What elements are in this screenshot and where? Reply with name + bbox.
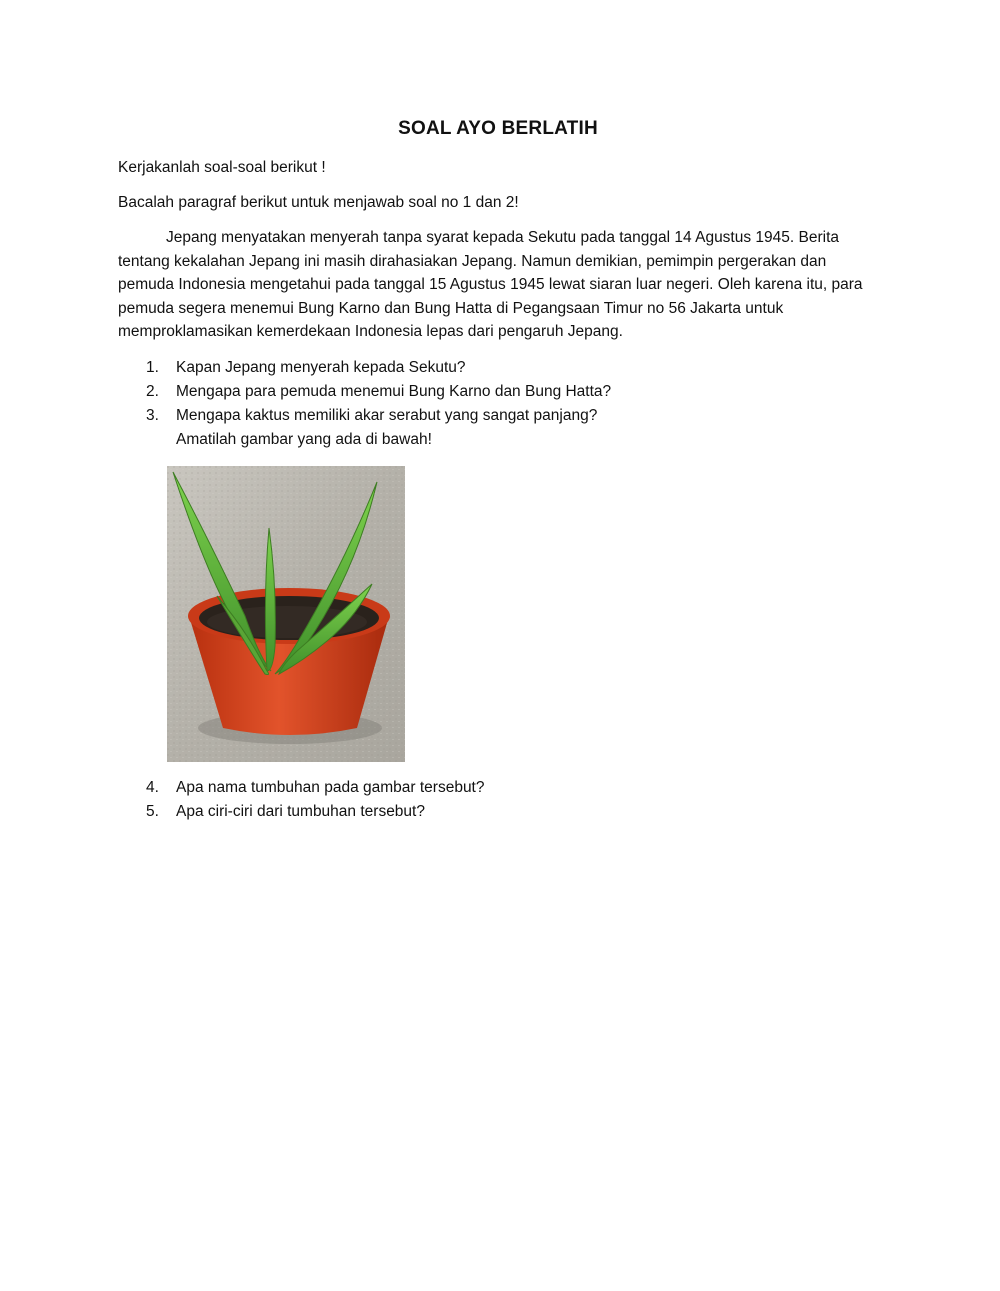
question-number: 5.	[146, 802, 159, 820]
question-item	[118, 800, 878, 824]
question-number: 2.	[146, 382, 159, 400]
reading-paragraph: Jepang menyatakan menyerah tanpa syarat kepada Sekutu pada tanggal 14 Agustus 1945. Berita tentang kekalahan Jepang ini masih dirahasiakan Jepang. Namun demikian, pemimpin pergerakan dan pemuda Indonesia mengetahui pada tanggal 15 Agustus 1945 lewat siaran luar negeri. Oleh karena itu, para pemuda segera menemui Bung Karno dan Bung Hatta di Pegangsaan Timur no 56 Jakarta untuk memproklamasikan kemerdekaan Indonesia lepas dari pengaruh Jepang.	[118, 229, 863, 340]
question-item	[118, 380, 878, 404]
worksheet-page	[118, 118, 878, 824]
page-title: SOAL AYO BERLATIH	[398, 118, 598, 139]
instruction-text: Kerjakanlah soal-soal berikut !	[118, 159, 326, 176]
reading-prompt: Bacalah paragraf berikut untuk menjawab soal no 1 dan 2!	[118, 194, 519, 211]
question-subtext: Amatilah gambar yang ada di bawah!	[176, 430, 432, 448]
question-text: Apa ciri-ciri dari tumbuhan tersebut?	[176, 802, 425, 820]
question-text: Mengapa kaktus memiliki akar serabut yang sangat panjang?	[176, 406, 598, 424]
question-item	[118, 776, 878, 800]
question-text: Mengapa para pemuda menemui Bung Karno dan Bung Hatta?	[176, 382, 612, 400]
question-number: 3.	[146, 406, 159, 424]
question-text: Kapan Jepang menyerah kepada Sekutu?	[176, 358, 466, 376]
question-item	[118, 404, 878, 452]
aloe-vera-plant-image	[167, 466, 405, 762]
question-text: Apa nama tumbuhan pada gambar tersebut?	[176, 778, 485, 796]
question-list-first	[118, 356, 878, 452]
question-item	[118, 356, 878, 380]
question-list-second	[118, 776, 878, 824]
question-number: 4.	[146, 778, 159, 796]
question-number: 1.	[146, 358, 159, 376]
